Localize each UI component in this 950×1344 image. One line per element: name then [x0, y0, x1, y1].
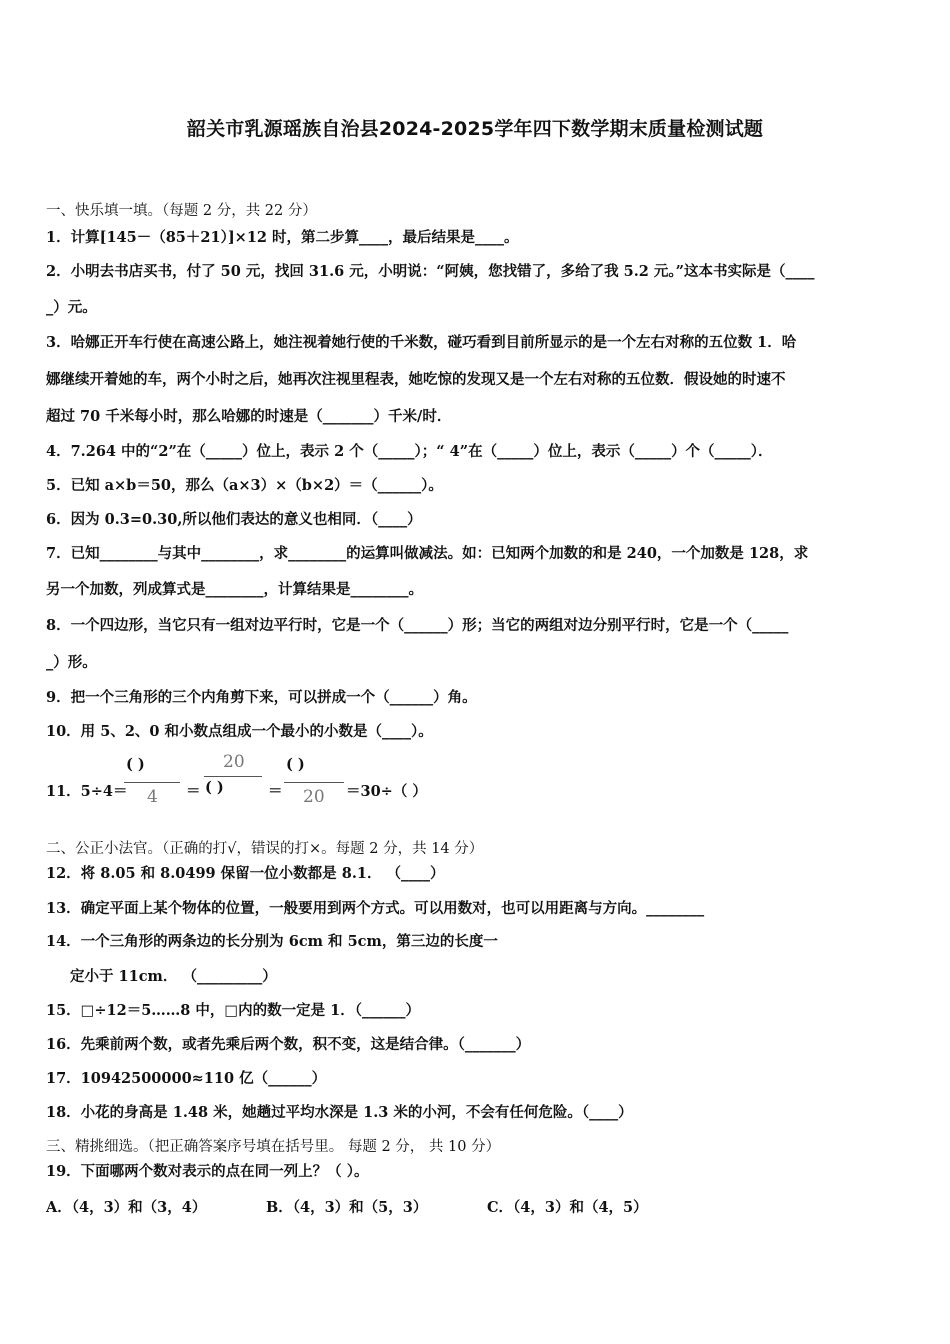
question-3-line-1: 3．哈娜正开车行使在高速公路上，她注视着她行使的千米数，碰巧看到目前所显示的是一个左右对称的五位数 1．哈	[46, 334, 797, 351]
question-14-line-2: 定小于 11cm． （_________）	[70, 968, 277, 985]
section-heading-3: 三、精挑细选。（把正确答案序号填在括号里。 每题 2 分， 共 10 分）	[46, 1139, 501, 1155]
section-heading-2: 二、公正小法官。（正确的打√，错误的打×。每题 2 分，共 14 分）	[46, 841, 484, 857]
q11-fraction-1-denominator: 4	[147, 787, 158, 807]
question-7-line-2: 另一个加数，列成算式是________，计算结果是________。	[46, 581, 423, 598]
question-1: 1．计算[145－（85＋21）]×12 时，第二步算____，最后结果是____。	[46, 229, 519, 246]
question-12: 12．将 8.05 和 8.0499 保留一位小数都是 8.1． （____）	[46, 865, 445, 882]
section-heading-1: 一、快乐填一填。（每题 2 分，共 22 分）	[46, 203, 317, 219]
question-2-line-2: _）元。	[46, 299, 97, 316]
question-15: 15．□÷12＝5……8 中，□内的数一定是 1．（______）	[46, 1002, 421, 1019]
q11-fraction-1-bar	[124, 782, 180, 783]
question-14-line-1: 14．一个三角形的两条边的长分别为 6cm 和 5cm，第三边的长度一	[46, 933, 498, 950]
question-3-line-3: 超过 70 千米每小时，那么哈娜的时速是（_______）千米/时．	[46, 408, 452, 425]
question-19: 19．下面哪两个数对表示的点在同一列上？（ ）。	[46, 1163, 369, 1180]
q11-fraction-3-denominator: 20	[303, 787, 325, 807]
option-b: B．（4，3）和（5，3）	[266, 1199, 428, 1216]
q11-prefix: 11．5÷4＝	[46, 783, 128, 800]
q11-equals-2: ＝	[268, 783, 283, 800]
question-7-line-1: 7．已知________与其中________，求________的运算叫做减法。如：已知两个加数的和是 240，一个加数是 128，求	[46, 545, 809, 562]
q11-suffix: ＝30÷（ ）	[346, 783, 427, 800]
question-6: 6．因为 0.3=0.30,所以他们表达的意义也相同．（____）	[46, 511, 422, 528]
question-16: 16．先乘前两个数，或者先乘后两个数，积不变，这是结合律。（_______）	[46, 1036, 531, 1053]
question-8-line-2: _）形。	[46, 654, 97, 671]
question-9: 9．把一个三角形的三个内角剪下来，可以拼成一个（______）角。	[46, 689, 477, 706]
option-c: C．（4，3）和（4，5）	[487, 1199, 648, 1216]
question-4: 4．7.264 中的“2”在（_____）位上，表示 2 个（_____）；“ 4”在（_____）位上，表示（_____）个（_____）．	[46, 443, 773, 460]
q11-fraction-3-bar	[284, 782, 344, 783]
q11-fraction-2-denominator: ( )	[205, 779, 224, 796]
q11-fraction-1-numerator: ( )	[126, 756, 145, 773]
question-13: 13．确定平面上某个物体的位置，一般要用到两个方式。可以用数对，也可以用距离与方向。________	[46, 900, 705, 917]
option-a: A．（4，3）和（3，4）	[46, 1199, 207, 1216]
question-18: 18．小花的身高是 1.48 米，她趟过平均水深是 1.3 米的小河，不会有任何危险。（____）	[46, 1104, 633, 1121]
question-17: 17．10942500000≈110 亿（______）	[46, 1070, 327, 1087]
question-5: 5．已知 a×b＝50，那么（a×3）×（b×2）＝（______）。	[46, 477, 443, 494]
q11-equals-1: ＝	[186, 783, 201, 800]
question-2-line-1: 2．小明去书店买书，付了 50 元，找回 31.6 元，小明说：“阿姨，您找错了，多给了我 5.2 元。”这本书实际是（____	[46, 263, 815, 280]
question-11	[46, 752, 646, 812]
q11-fraction-2-numerator: 20	[223, 752, 245, 772]
q11-fraction-2-bar	[204, 776, 262, 777]
page-title: 韶关市乳源瑶族自治县2024-2025学年四下数学期末质量检测试题	[186, 118, 764, 140]
question-8-line-1: 8．一个四边形，当它只有一组对边平行时，它是一个（______）形；当它的两组对边分别平行时，它是一个（_____	[46, 617, 789, 634]
q11-fraction-3-numerator: ( )	[286, 756, 305, 773]
question-10: 10．用 5、2、0 和小数点组成一个最小的小数是（____）。	[46, 723, 433, 740]
question-3-line-2: 娜继续开着她的车，两个小时之后，她再次注视里程表，她吃惊的发现又是一个左右对称的五位数．假设她的时速不	[46, 371, 786, 388]
